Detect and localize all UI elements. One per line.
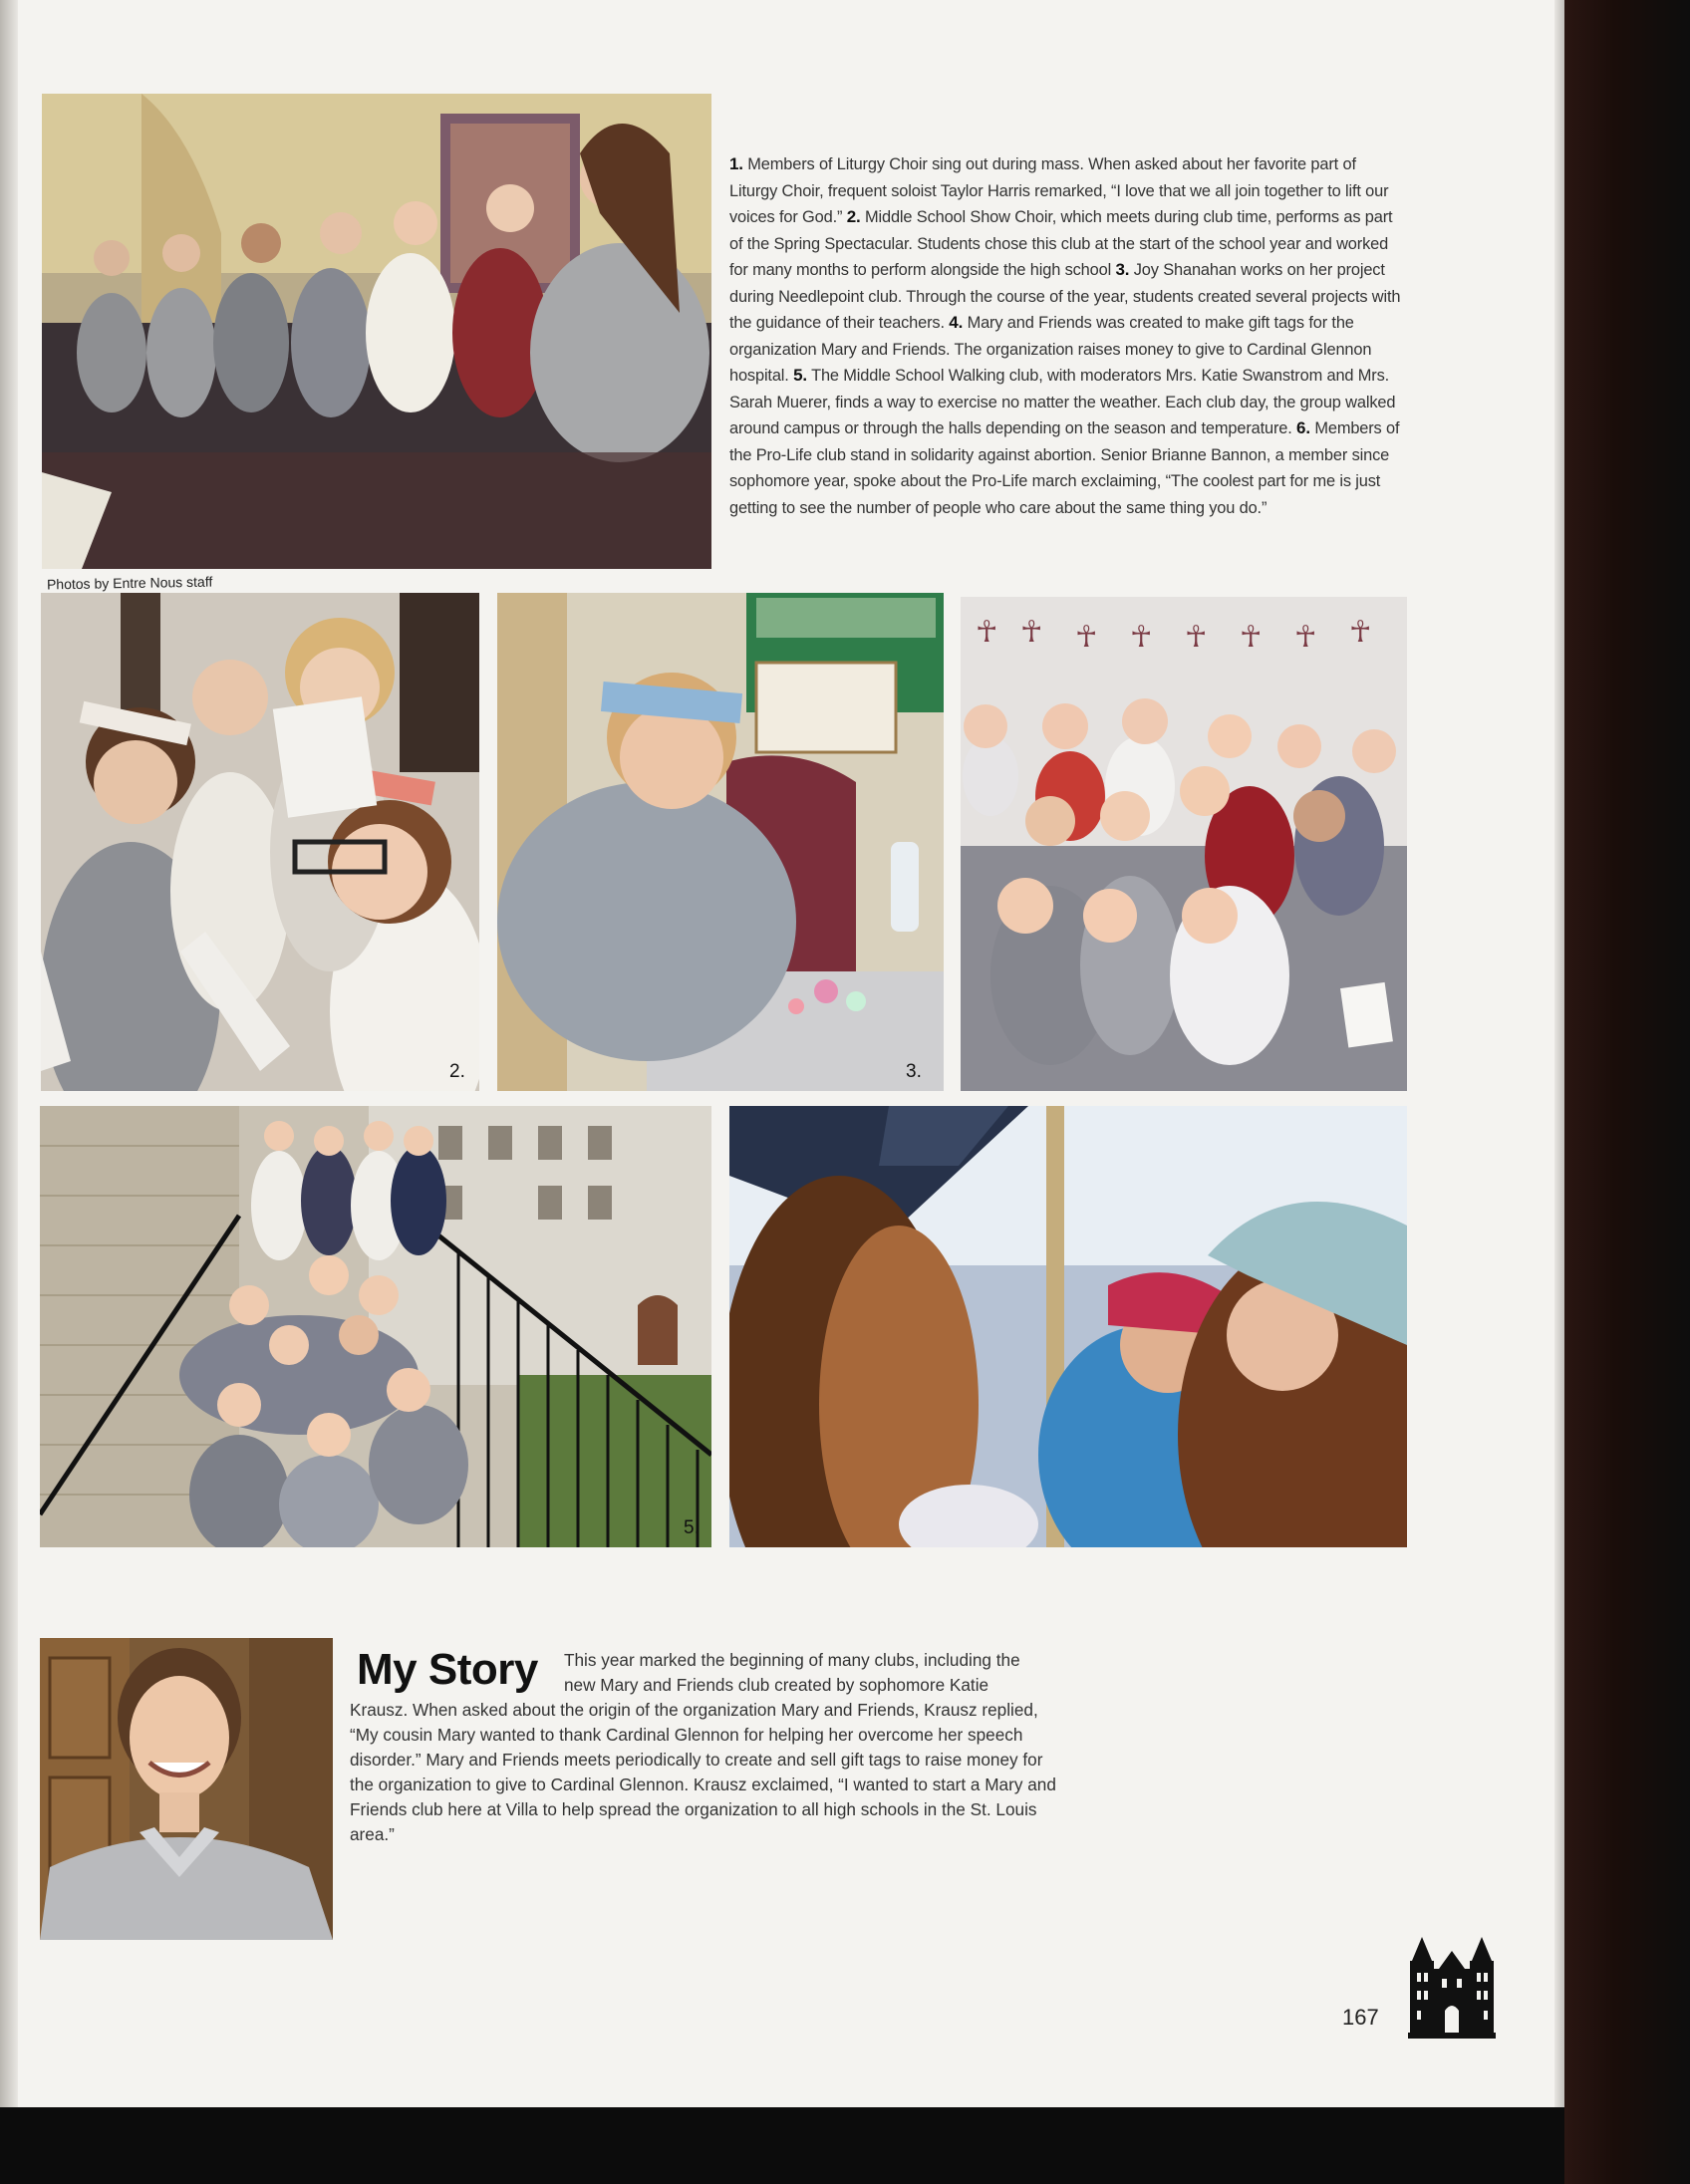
castle-logo-icon xyxy=(1406,1933,1498,2041)
svg-text:☥: ☥ xyxy=(1130,621,1153,654)
caption-num-2: 2. xyxy=(846,207,861,226)
caption-text-5: The Middle School Walking club, with moderators Mrs. Katie Swanstrom and Mrs. Sarah Muerer, finds a way to exercise no matter the weather. Each club day, the group walked around campus or through the halls depending on the season and temperature. xyxy=(729,367,1396,437)
photo-number-5: 5. xyxy=(684,1517,700,1538)
svg-text:☥: ☥ xyxy=(976,616,998,649)
svg-text:☥: ☥ xyxy=(1075,621,1098,654)
photo-number-3: 3. xyxy=(906,1061,922,1082)
photo-liturgy-choir xyxy=(42,94,711,569)
story-title: My Story xyxy=(357,1645,538,1694)
caption-text-6: Members of the Pro-Life club stand in solidarity against abortion. Senior Brianne Bannon, a member since sophomore year, spoke about the Pro-Life march exclaiming, “The coolest part for me is just getting to see the number of people who care about the same thing you do.” xyxy=(729,419,1400,517)
story-body: Krausz. When asked about the origin of the organization Mary and Friends, Krausz replied, “My cousin Mary wanted to thank Cardinal Glennon for helping her overcome her speech disorder.” Mary and Friends meets periodically to create and sell gift tags to raise money for the organization to give to Cardinal Glennon. Krausz exclaimed, “I wanted to start a Mary and Friends club here at Villa to help spread the organization to all high schools in the St. Louis area.” xyxy=(350,1700,1056,1844)
svg-text:☥: ☥ xyxy=(1294,621,1317,654)
photo-mary-and-friends xyxy=(961,597,1407,1091)
photo-caption xyxy=(729,151,1407,521)
photo-credit: Photos by Entre Nous staff xyxy=(46,573,213,593)
caption-num-1: 1. xyxy=(729,154,743,173)
photo-pro-life xyxy=(729,1106,1407,1547)
caption-num-3: 3. xyxy=(1115,260,1130,279)
svg-text:☥: ☥ xyxy=(1185,621,1208,654)
bottom-background xyxy=(0,2107,1564,2184)
svg-text:☥: ☥ xyxy=(1020,616,1043,649)
caption-text-1: Members of Liturgy Choir sing out during mass. When asked about her favorite part of Liturgy Choir, frequent soloist Taylor Harris remarked, “I love that we all join together to lift our voices for God.” xyxy=(729,155,1389,226)
caption-num-6: 6. xyxy=(1296,418,1310,437)
caption-num-4: 4. xyxy=(949,313,964,332)
photo-portrait xyxy=(40,1638,333,1940)
svg-text:☥: ☥ xyxy=(1349,616,1372,649)
book-spine xyxy=(1564,0,1690,2184)
caption-text-4: Mary and Friends was created to make gift tags for the organization Mary and Friends. The organization raises money to give to Cardinal Glennon hospital. xyxy=(729,314,1372,385)
photo-show-choir xyxy=(41,593,479,1091)
caption-text-3: Joy Shanahan works on her project during Needlepoint club. Through the course of the year, students created several projects with the guidance of their teachers. xyxy=(729,261,1401,332)
page-number: 167 xyxy=(1342,2005,1379,2030)
photo-number-2: 2. xyxy=(449,1061,465,1082)
caption-text-2: Middle School Show Choir, which meets during club time, performs as part of the Spring Spectacular. Students chose this club at the start of the school year and worked for many months to perform alongside the high school xyxy=(729,208,1393,279)
page-left-edge xyxy=(0,0,18,2107)
photo-walking-club xyxy=(40,1106,711,1547)
story-lead: This year marked the beginning of many clubs, including the new Mary and Friends club created by sophomore Katie xyxy=(564,1650,1020,1695)
caption-num-5: 5. xyxy=(793,366,807,385)
svg-text:☥: ☥ xyxy=(1240,621,1263,654)
photo-needlepoint xyxy=(497,593,944,1091)
